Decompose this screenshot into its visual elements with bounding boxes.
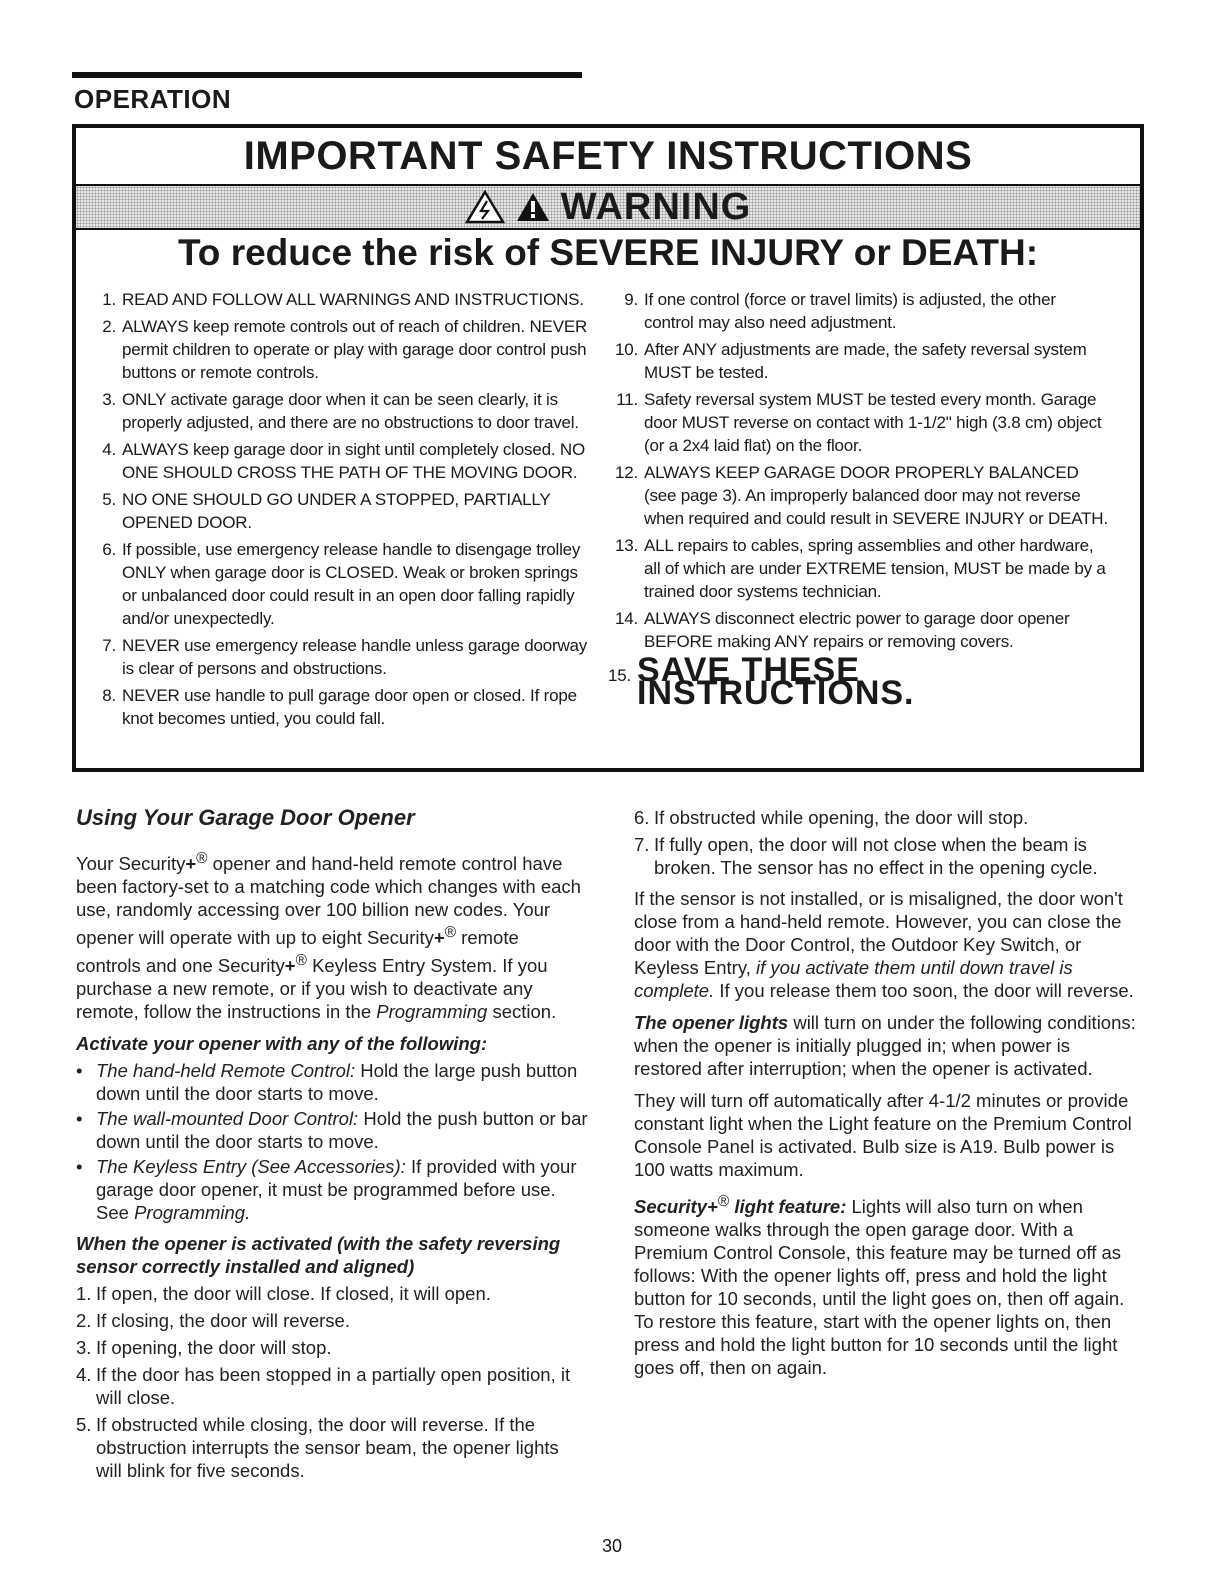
warning-triangle-icon [515,191,551,223]
warning-list-right [608,288,1108,712]
list-item: 5. If obstructed while closing, the door will reverse. If the obstruction interrupts the sensor beam, the opener lights will blink for five seconds. [76,1414,559,1482]
list-item: 8. NEVER use handle to pull garage door open or closed. If rope knot becomes untied, you could fall. [102,686,577,728]
list-item: 4. If the door has been stopped in a partially open position, it will close. [76,1364,571,1409]
list-item: 14. ALWAYS disconnect electric power to garage door opener BEFORE making ANY repairs or removing covers. [614,609,1070,651]
header-rule [72,72,582,78]
list-item: 13. ALL repairs to cables, spring assemblies and other hardware, all of which are under EXTREME tension, MUST be made by a trained door systems technician. [614,536,1106,601]
activation-steps [76,1282,588,1482]
list-item: 2. ALWAYS keep remote controls out of reach of children. NEVER permit children to operate or play with garage door control push buttons or remote controls. [102,317,588,382]
list-item: • The wall-mounted Door Control: Hold the push button or bar down until the door starts to move. [76,1108,588,1153]
left-column [76,806,588,1490]
list-item: 3. If opening, the door will stop. [76,1337,332,1359]
warning-list-left [90,288,592,734]
list-item: 4. ALWAYS keep garage door in sight until completely closed. NO ONE SHOULD CROSS THE PATH OF THE MOVING DOOR. [102,440,585,482]
activation-methods [76,1059,588,1224]
list-item: 6. If possible, use emergency release handle to disengage trolley ONLY when garage door is CLOSED. Weak or broken springs or unbalanced door could result in an open door falling rapidly and/or unexpectedly. [102,540,581,628]
list-item: 11. Safety reversal system MUST be tested every month. Garage door MUST reverse on contact with 1-1/2" high (3.8 cm) object (or a 2x4 laid flat) on the floor. [616,390,1102,455]
lights-paragraph: The opener lights will turn on under the following conditions: when the opener is initially plugged in; when power is restored after interruption; when the opener is activated. [634,1012,1136,1079]
safety-box-subtitle: To reduce the risk of SEVERE INJURY or DEATH: [177,232,1039,273]
activate-heading: Activate your opener with any of the following: [76,1033,488,1055]
list-item: 5. NO ONE SHOULD GO UNDER A STOPPED, PARTIALLY OPENED DOOR. [102,490,551,532]
list-item: 12. ALWAYS KEEP GARAGE DOOR PROPERLY BALANCED (see page 3). An improperly balanced door may not reverse when required and could result in SEVERE INJURY or DEATH. [614,463,1108,528]
light-feature-paragraph: Security+® light feature: Lights will also turn on when someone walks through the open garage door. With a Premium Control Console, this feature may be turned off as follows: With the opener lights off, press and hold the light button for 10 seconds, until the light goes on, then off again. To restore this feature, start with the opener lights on, then press and hold the light button for 10 seconds until the light goes off, then on again. [634,1193,1125,1379]
list-item: 7. If fully open, the door will not close when the beam is broken. The sensor has no effect in the opening cycle. [634,834,1098,878]
page-number: 30 [601,1536,623,1556]
save-instructions-text: SAVE THESE INSTRUCTIONS. [637,651,915,712]
sensor-paragraph: If the sensor is not installed, or is misaligned, the door won't close from a hand-held remote. However, you can close the door with the Door Control, the Outdoor Key Switch, or Keyless Entry, if you activate them until down travel is complete. If you release them too soon, the door will reverse. [634,888,1134,1001]
list-item: 9. If one control (force or travel limits) is adjusted, the other control may also need adjustment. [624,290,1056,332]
section-title: OPERATION [74,84,232,114]
activation-steps-continued [634,806,1140,879]
list-item: 1. If open, the door will close. If closed, it will open. [76,1283,491,1305]
warning-band [76,184,1140,230]
list-item: 6. If obstructed while opening, the door will stop. [634,807,1029,828]
list-item: 3. ONLY activate garage door when it can be seen clearly, it is properly adjusted, and there are no obstructions to door travel. [102,390,579,432]
list-item: • The Keyless Entry (See Accessories): If provided with your garage door opener, it must be programmed before use. See Programming. [76,1156,577,1224]
save-instructions: 15. SAVE THESE INSTRUCTIONS. [608,659,1108,705]
section-heading: Using Your Garage Door Opener [76,805,415,830]
list-item: • The hand-held Remote Control: Hold the large push button down until the door starts to move. [76,1060,578,1105]
electric-shock-icon [465,190,505,224]
right-column [634,806,1140,1388]
list-item: 2. If closing, the door will reverse. [76,1310,350,1332]
intro-paragraph: Your Security+® opener and hand-held remote control have been factory-set to a matching code which changes with each use, randomly accessing over 100 billion new codes. Your opener will operate with up to eight Security+® remote controls and one Security+® Keyless Entry System. If you purchase a new remote, or if you wish to deactivate any remote, follow the instructions in the Programming section. [76,850,581,1023]
security-plus-mark: + [185,853,197,875]
list-item: 1. READ AND FOLLOW ALL WARNINGS AND INSTRUCTIONS. [102,290,584,309]
safety-instructions-box [72,124,1144,772]
warning-label: WARNING [560,185,752,228]
activated-heading: When the opener is activated (with the safety reversing sensor correctly installed and aligned) [76,1233,561,1278]
list-item: 10. After ANY adjustments are made, the safety reversal system MUST be tested. [614,340,1087,382]
lights-off-paragraph: They will turn off automatically after 4-1/2 minutes or provide constant light when the Light feature on the Premium Control Console Panel is activated. Bulb size is A19. Bulb power is 100 watts maximum. [634,1090,1132,1180]
safety-box-title: IMPORTANT SAFETY INSTRUCTIONS [243,134,973,178]
list-item: 7. NEVER use emergency release handle unless garage doorway is clear of persons and obstructions. [102,636,588,678]
